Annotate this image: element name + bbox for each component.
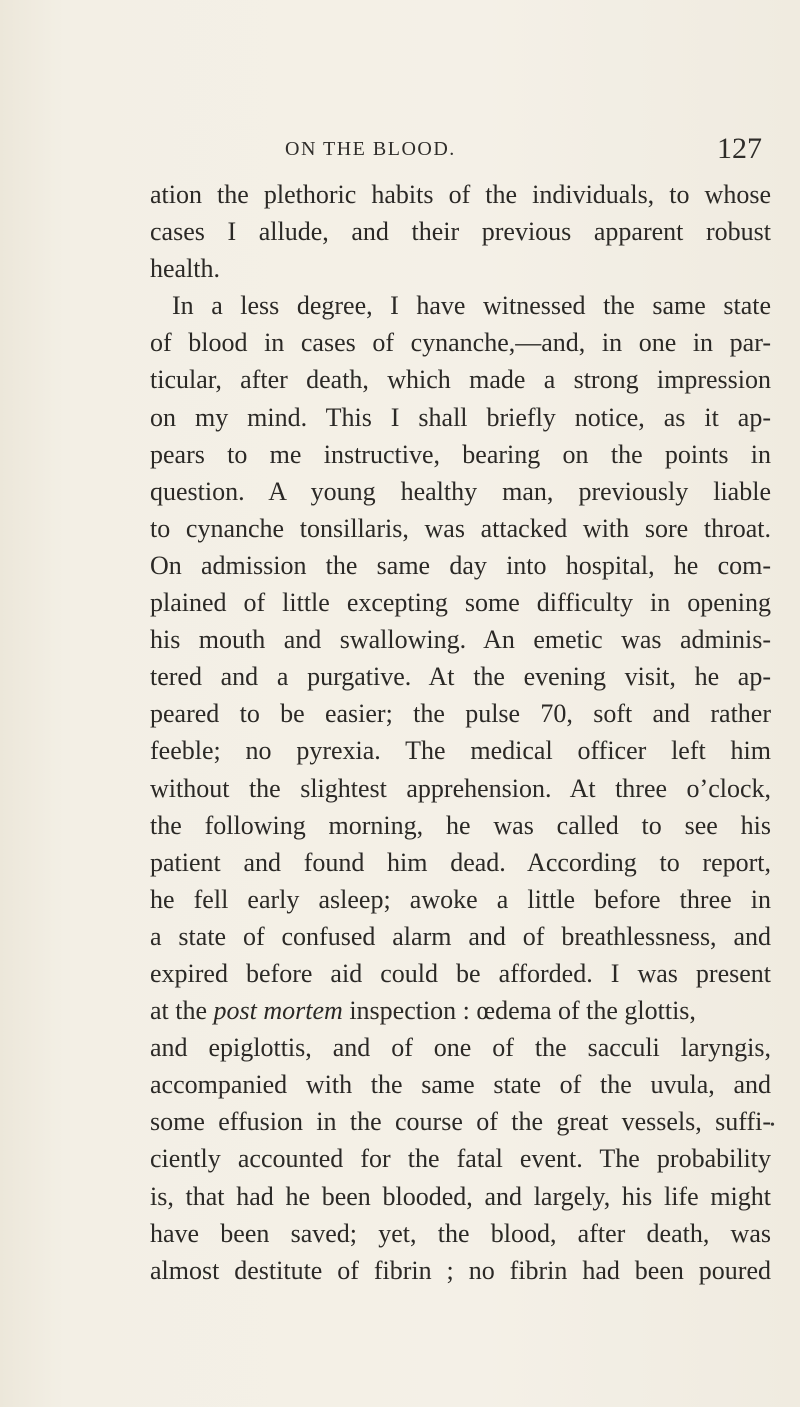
text-segment: at the bbox=[150, 996, 214, 1026]
page-number: 127 bbox=[717, 132, 762, 165]
text-line: pears to me instructive, bearing on the points in bbox=[150, 439, 771, 469]
text-line: feeble; no pyrexia. The medical officer left him bbox=[150, 736, 771, 766]
text-line: he fell early asleep; awoke a little before three in bbox=[150, 884, 771, 914]
text-line: plained of little excepting some difficulty in opening bbox=[150, 588, 771, 618]
text-line: on my mind. This I shall briefly notice, as it ap- bbox=[150, 402, 771, 432]
text-line: of blood in cases of cynanche,—and, in one in par- bbox=[150, 328, 771, 358]
running-title: ON THE BLOOD. bbox=[285, 138, 456, 160]
text-line: is, that had he been blooded, and largely, his life might bbox=[150, 1181, 771, 1211]
text-line: to cynanche tonsillaris, was attacked with sore throat. bbox=[150, 513, 771, 543]
running-head bbox=[150, 128, 770, 168]
text-segment: inspection : œdema of the glottis, bbox=[342, 996, 696, 1026]
text-line: ticular, after death, which made a strong impression bbox=[150, 365, 771, 395]
text-line: patient and found him dead. According to report, bbox=[150, 847, 771, 877]
text-line: and epiglottis, and of one of the sacculi laryngis, bbox=[150, 1033, 771, 1063]
text-line: without the slightest apprehension. At three o’clock, bbox=[150, 773, 771, 803]
text-line: question. A young healthy man, previously liable bbox=[150, 476, 771, 506]
text-line: tered and a purgative. At the evening visit, he ap- bbox=[150, 662, 771, 692]
italic-phrase: post mortem bbox=[213, 996, 343, 1026]
text-line-italic bbox=[150, 992, 771, 1029]
text-line: ation the plethoric habits of the individuals, to whose bbox=[150, 180, 771, 209]
body-text bbox=[150, 176, 771, 1289]
text-line: ciently accounted for the fatal event. The probability bbox=[150, 1144, 771, 1174]
text-line: some effusion in the course of the great vessels, suffi- bbox=[150, 1107, 771, 1137]
text-line: have been saved; yet, the blood, after death, was bbox=[150, 1218, 771, 1248]
text-line: the following morning, he was called to see his bbox=[150, 810, 771, 840]
margin-mark: • bbox=[770, 1118, 775, 1133]
text-line: cases I allude, and their previous apparent robust bbox=[150, 217, 771, 247]
paragraph-start-line: In a less degree, I have witnessed the same state bbox=[172, 291, 771, 321]
text-line: health. bbox=[150, 254, 221, 284]
text-line: a state of confused alarm and of breathlessness, and bbox=[150, 921, 771, 951]
text-line: expired before aid could be afforded. I was present bbox=[150, 958, 771, 988]
text-line: peared to be easier; the pulse 70, soft and rather bbox=[150, 699, 771, 729]
text-line: On admission the same day into hospital, he com- bbox=[150, 550, 771, 580]
text-line: almost destitute of fibrin ; no fibrin had been poured bbox=[150, 1255, 771, 1285]
text-line: his mouth and swallowing. An emetic was adminis- bbox=[150, 625, 771, 655]
text-line: accompanied with the same state of the uvula, and bbox=[150, 1070, 771, 1100]
